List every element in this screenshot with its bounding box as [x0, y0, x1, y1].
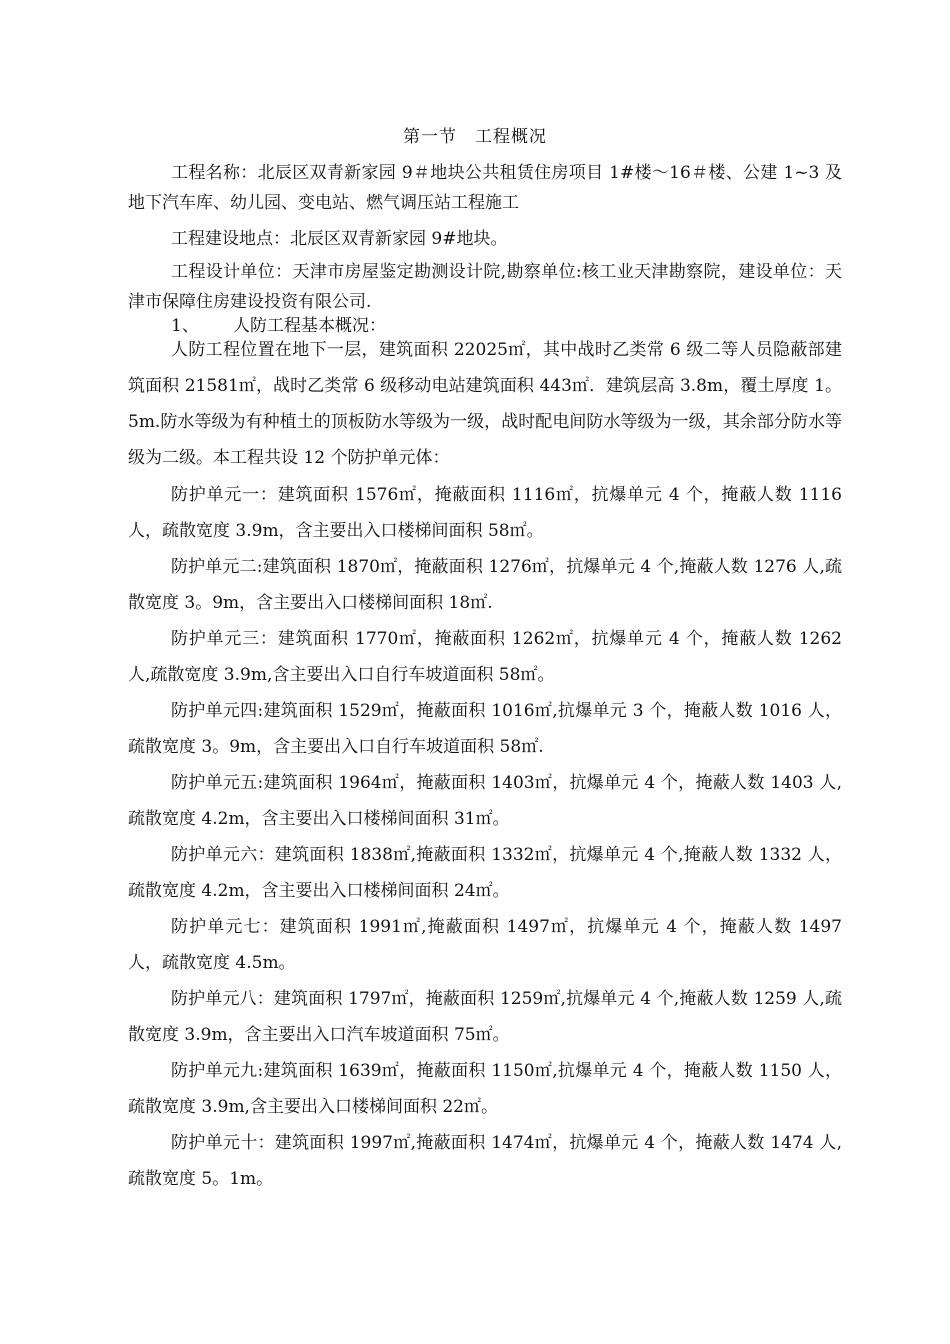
section-heading: 工程概况 — [475, 127, 547, 147]
section-title — [0, 126, 950, 148]
subsection-number: 1、 — [171, 316, 199, 336]
paragraph-units: 工程设计单位：天津市房屋鉴定勘测设计院,勘察单位:核工业天津勘察院，建设单位：天津市保障住房建设投资有限公司. — [128, 262, 842, 312]
protection-unit-1: 防护单元一：建筑面积 1576㎡，掩蔽面积 1116㎡，抗爆单元 4 个，掩蔽人数 1116 人，疏散宽度 3.9m，含主要出入口楼梯间面积 58㎡。 — [128, 485, 842, 541]
protection-unit-6: 防护单元六：建筑面积 1838㎡,掩蔽面积 1332㎡，抗爆单元 4 个,掩蔽人数 1332 人，疏散宽度 4.2m，含主要出入口楼梯间面积 24㎡。 — [128, 845, 842, 901]
protection-unit-10: 防护单元十：建筑面积 1997㎡,掩蔽面积 1474㎡，抗爆单元 4 个，掩蔽人数 1474 人,疏散宽度 5。1m。 — [128, 1133, 842, 1189]
protection-unit-4: 防护单元四:建筑面积 1529㎡，掩蔽面积 1016㎡,抗爆单元 3 个，掩蔽人数 1016 人，疏散宽度 3。9m，含主要出入口自行车坡道面积 58㎡. — [128, 701, 842, 757]
protection-unit-3: 防护单元三：建筑面积 1770㎡，掩蔽面积 1262㎡，抗爆单元 4 个，掩蔽人数 1262 人,疏散宽度 3.9m,含主要出入口自行车坡道面积 58㎡。 — [128, 629, 842, 685]
paragraph-overview: 人防工程位置在地下一层，建筑面积 22025㎡，其中战时乙类常 6 级二等人员隐蔽部建筑面积 21581㎡，战时乙类常 6 级移动电站建筑面积 443㎡．建筑层高 3.8m，覆土厚度 1。5m.防水等级为有种植土的顶板防水等级为一级，战时配电间防水等级为一级，其余部分防水等级为二级。本工程共设 12 个防护单元体： — [128, 340, 842, 468]
protection-unit-2: 防护单元二:建筑面积 1870㎡，掩蔽面积 1276㎡，抗爆单元 4 个,掩蔽人数 1276 人,疏散宽度 3。9m，含主要出入口楼梯间面积 18㎡. — [128, 557, 842, 613]
protection-unit-5: 防护单元五:建筑面积 1964㎡，掩蔽面积 1403㎡，抗爆单元 4 个，掩蔽人数 1403 人,疏散宽度 4.2m，含主要出入口楼梯间面积 31㎡。 — [128, 773, 842, 829]
protection-unit-8: 防护单元八：建筑面积 1797㎡，掩蔽面积 1259㎡,抗爆单元 4 个,掩蔽人数 1259 人,疏散宽度 3.9m，含主要出入口汽车坡道面积 75㎡。 — [128, 989, 842, 1045]
protection-unit-9: 防护单元九:建筑面积 1639㎡，掩蔽面积 1150㎡,抗爆单元 4 个，掩蔽人数 1150 人，疏散宽度 3.9m,含主要出入口楼梯间面积 22㎡。 — [128, 1061, 842, 1117]
section-number: 第一节 — [403, 127, 457, 147]
paragraph-location: 工程建设地点：北辰区双青新家园 9#地块。 — [171, 229, 508, 249]
subsection-title: 人防工程基本概况： — [233, 316, 386, 336]
paragraph-project-name: 工程名称：北辰区双青新家园 9＃地块公共租赁住房项目 1#楼～16＃楼、公建 1~3 及地下汽车库、幼儿园、变电站、燃气调压站工程施工 — [128, 163, 842, 213]
protection-unit-7: 防护单元七：建筑面积 1991㎡,掩蔽面积 1497㎡，抗爆单元 4 个，掩蔽人数 1497 人，疏散宽度 4.5m。 — [128, 917, 842, 973]
